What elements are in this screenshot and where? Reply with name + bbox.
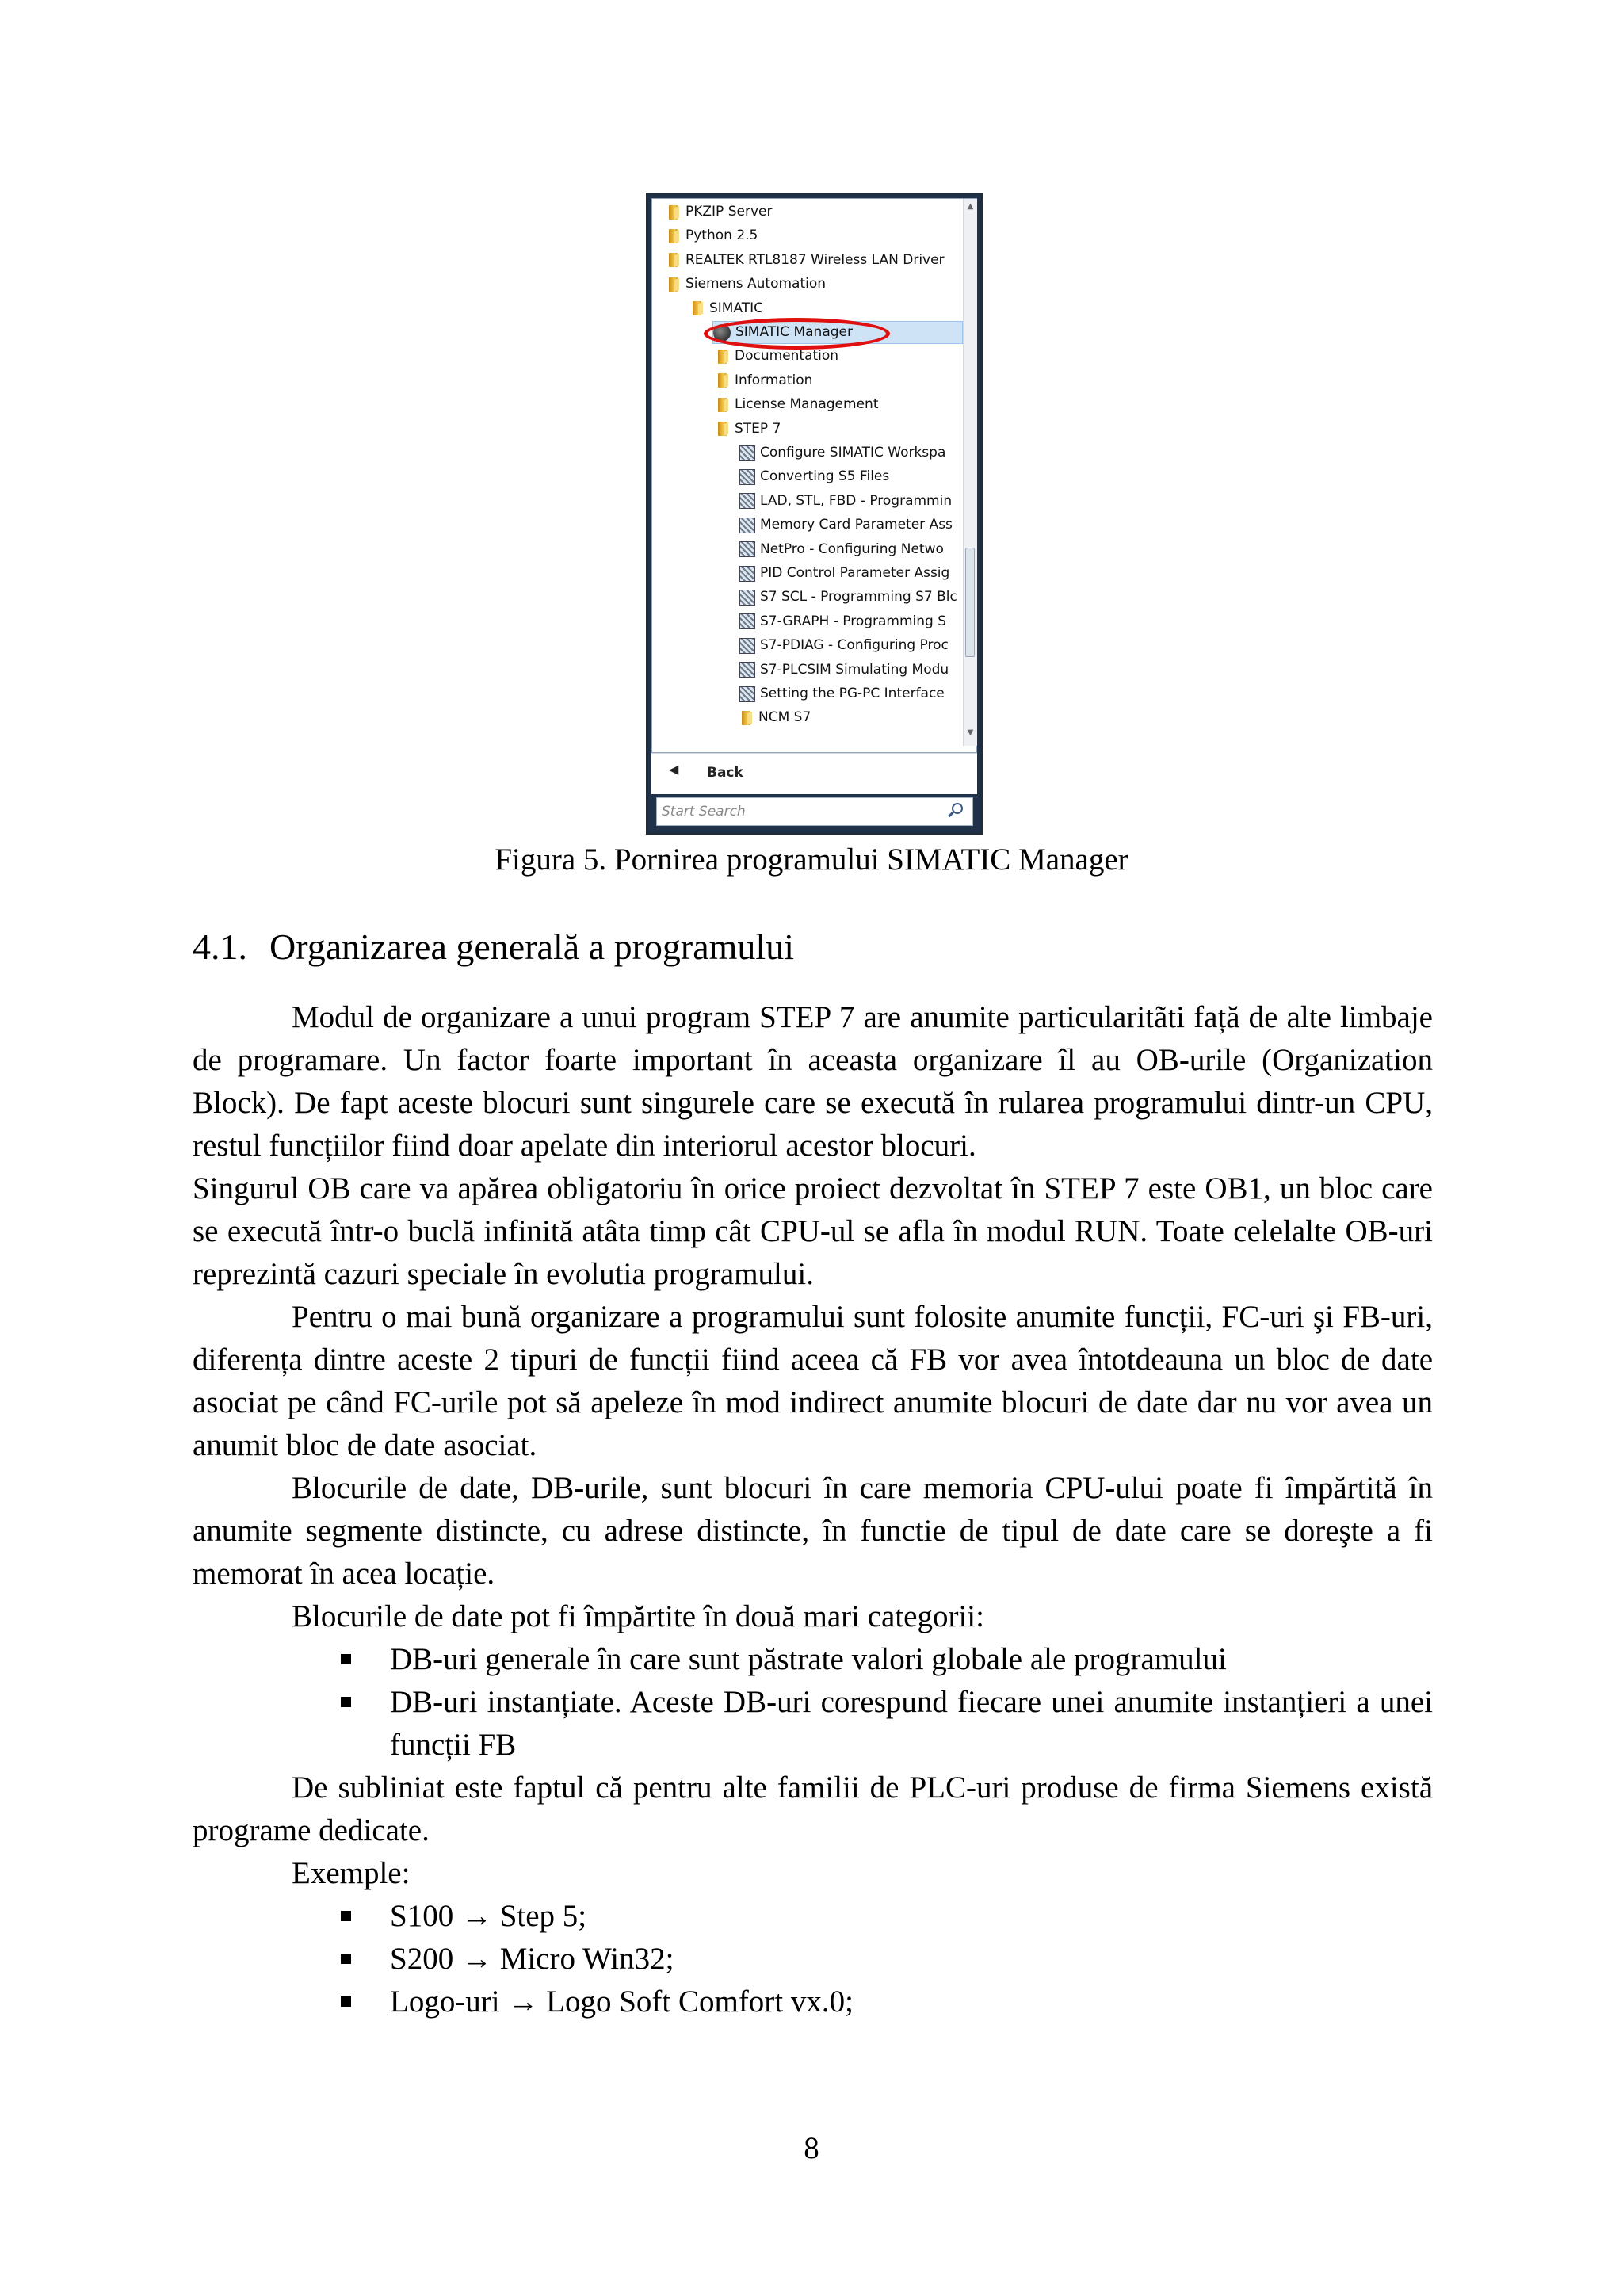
menu-item-label: Information (735, 372, 813, 388)
programs-menu-list (652, 199, 963, 746)
scroll-up-arrow-icon[interactable]: ▲ (967, 202, 974, 211)
menu-item-label: SIMATIC Manager (735, 324, 853, 340)
menu-item[interactable] (739, 610, 963, 633)
menu-item-label: S7 SCL - Programming S7 Blc (760, 589, 957, 606)
menu-item-label: SIMATIC (709, 300, 764, 316)
section-number: 4.1. (193, 926, 247, 967)
scroll-down-arrow-icon[interactable]: ▼ (967, 728, 974, 737)
back-arrow-icon: ◀ (669, 762, 679, 777)
paragraph-dedicated-programs: De subliniat este faptul că pentru alte familii de PLC-uri produse de firma Siemens există programe dedicate. (193, 1771, 1433, 1847)
folder-icon (716, 349, 730, 365)
menu-item-label: NCM S7 (758, 709, 812, 726)
app-icon (739, 566, 755, 582)
menu-item[interactable] (716, 418, 963, 441)
back-label: Back (707, 765, 743, 781)
examples-label: Exemple: (292, 1856, 411, 1890)
menu-item[interactable] (739, 538, 963, 561)
menu-item-label: LAD, STL, FBD - Programmin (760, 492, 953, 509)
paragraph-organization: Modul de organizare a unui program STEP 7 are anumite particularitãti față de alte limbaje de programare. Un factor foarte important în aceasta organizare îl au OB-urile (Organization Block). De fapt aceste blocuri sunt singurele care se execută în rularea programului dintr-un CPU, restul funcțiilor fiind doar apelate din interiorul acestor blocuri. (193, 1000, 1433, 1163)
menu-item-label: License Management (735, 396, 879, 413)
section-heading (193, 926, 794, 968)
bullet-square-icon (341, 1911, 351, 1921)
app-icon (739, 686, 755, 702)
menu-item-label: S7-PLCSIM Simulating Modu (760, 661, 949, 678)
menu-item[interactable] (666, 201, 963, 223)
menu-item[interactable] (739, 659, 963, 682)
bullet-text: DB-uri generale în care sunt păstrate valori globale ale programului (390, 1642, 1227, 1676)
app-icon (739, 613, 755, 629)
app-icon (739, 541, 755, 557)
bullet-text: S200 → Micro Win32; (390, 1942, 674, 1976)
folder-icon (666, 228, 681, 244)
menu-scrollbar[interactable] (963, 199, 977, 746)
bullet-square-icon (341, 1697, 351, 1707)
menu-item-label: PKZIP Server (685, 204, 773, 220)
menu-item-label: NetPro - Configuring Netwo (760, 541, 944, 557)
app-icon (739, 493, 755, 509)
menu-item[interactable] (739, 562, 963, 585)
menu-item-label: PID Control Parameter Assig (760, 565, 950, 581)
bullet-square-icon (341, 1654, 351, 1664)
menu-item[interactable] (716, 345, 963, 368)
menu-item[interactable] (739, 441, 963, 464)
folder-icon (739, 710, 754, 726)
bullet-square-icon (341, 1954, 351, 1964)
menu-item[interactable] (739, 586, 963, 609)
folder-icon (666, 277, 681, 292)
menu-item-label: S7-GRAPH - Programming S (760, 613, 947, 629)
section-title: Organizarea generală a programului (269, 926, 794, 967)
app-icon (739, 662, 755, 678)
figure-caption: Figura 5. Pornirea programului SIMATIC Manager (495, 842, 1128, 877)
folder-icon (666, 204, 681, 220)
menu-item[interactable] (690, 297, 963, 320)
menu-item-label: S7-PDIAG - Configuring Proc (760, 637, 949, 654)
start-search-input[interactable] (656, 797, 973, 826)
paragraph-ob1: Singurul OB care va apărea obligatoriu în orice proiect dezvoltat în STEP 7 este OB1, un bloc care se execută într-o buclă infinită atâta timp cât CPU-ul se afla în modul RUN. Toate celelalte OB-uri reprezintă cazuri speciale în evolutia programului. (193, 1171, 1433, 1291)
bullet-square-icon (341, 1996, 351, 2007)
app-icon (739, 445, 755, 461)
menu-item-label: Python 2.5 (685, 227, 758, 244)
menu-item[interactable] (666, 249, 963, 272)
menu-item-label: Documentation (735, 348, 839, 365)
menu-item[interactable] (739, 490, 963, 513)
bullet-text: S100 → Step 5; (390, 1899, 587, 1933)
app-icon (739, 469, 755, 485)
search-icon[interactable] (952, 803, 963, 814)
folder-icon (716, 397, 730, 413)
app-icon (739, 638, 755, 654)
folder-icon (666, 252, 681, 268)
menu-item-label: REALTEK RTL8187 Wireless LAN Driver (685, 251, 945, 268)
programs-menu-panel (651, 198, 977, 753)
scrollbar-thumb[interactable] (965, 548, 975, 657)
start-menu-screenshot (646, 193, 983, 835)
menu-item-label: Converting S5 Files (760, 468, 890, 485)
menu-item-label: Siemens Automation (685, 276, 827, 292)
menu-item-label: Memory Card Parameter Ass (760, 517, 953, 533)
menu-item-label: Configure SIMATIC Workspa (760, 445, 946, 460)
paragraph-db-categories: Blocurile de date pot fi împărtite în două mari categorii: (292, 1599, 984, 1633)
back-button[interactable] (651, 753, 977, 794)
app-icon (739, 590, 755, 606)
folder-icon (690, 300, 705, 316)
menu-item[interactable] (666, 273, 963, 296)
paragraph-functions: Pentru o mai bună organizare a programului sunt folosite anumite funcții, FC-uri şi FB-uri, diferența dintre aceste 2 tipuri de funcții fiind aceea că FB vor avea întotdeauna un bloc de date asociat pe când FC-urile pot să apeleze în mod indirect anumite blocuri de date dar nu vor avea un anumit bloc de date asociat. (193, 1300, 1433, 1462)
folder-icon (716, 372, 730, 388)
menu-item[interactable] (739, 514, 963, 537)
page-number: 8 (804, 2131, 819, 2165)
app-icon (739, 518, 755, 533)
menu-item-label: Setting the PG-PC Interface (760, 686, 945, 701)
menu-item[interactable] (716, 369, 963, 392)
bullet-text: Logo-uri → Logo Soft Comfort vx.0; (390, 1985, 854, 2019)
highlight-ellipse (704, 318, 890, 350)
bullet-text: DB-uri instanțiate. Aceste DB-uri corespund fiecare unei anumite instanțieri a unei funcții FB (390, 1685, 1433, 1762)
menu-item[interactable] (739, 706, 963, 729)
menu-item[interactable] (716, 393, 963, 416)
paragraph-data-blocks: Blocurile de date, DB-urile, sunt blocuri în care memoria CPU-ului poate fi împărtită în anumite segmente distincte, cu adrese distincte, în functie de tipul de date care se doreşte a fi memorat în acea locație. (193, 1471, 1433, 1591)
menu-item-label: STEP 7 (735, 420, 781, 437)
search-placeholder: Start Search (662, 804, 746, 819)
menu-item[interactable] (739, 465, 963, 488)
menu-item[interactable] (739, 634, 963, 657)
menu-item[interactable] (666, 224, 963, 247)
menu-item[interactable] (739, 682, 963, 705)
folder-icon (716, 421, 730, 437)
